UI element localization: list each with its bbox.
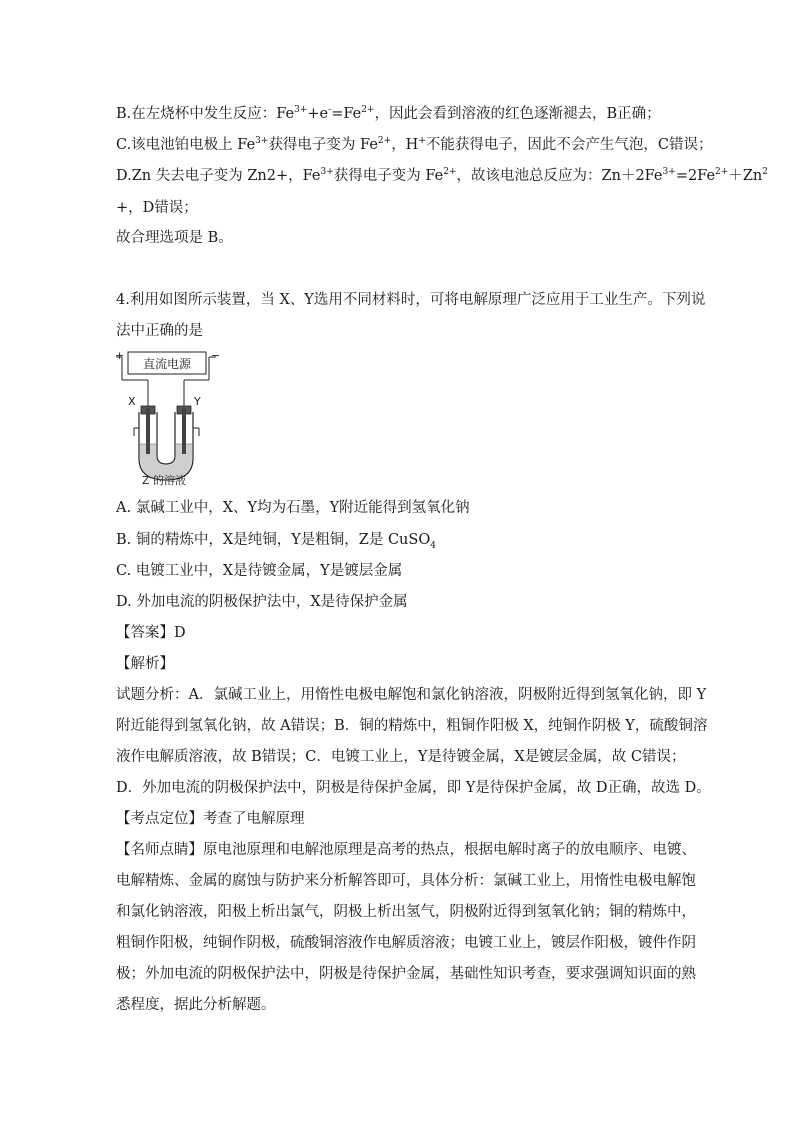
electrode-x-label: X (128, 395, 136, 408)
electrolysis-apparatus-figure (112, 348, 222, 488)
negative-terminal-label: − (211, 349, 221, 362)
analysis-line: D．外加电流的阴极保护法中，阴极是待保护金属，即 Y是待保护金属，故 D正确，故选 D。 (116, 780, 711, 796)
positive-terminal-label: + (115, 349, 125, 362)
analysis-line: 试题分析：A．氯碱工业上，用惰性电极电解饱和氯化钠溶液，阴极附近得到氢氧化钠，即 Y (116, 687, 707, 703)
solution-option-b: B.在左烧杯中发生反应：$Fe^{3+}+e^-=Fe^{2+}$，因此会看到溶液的红色逐渐褪去，B正确； (116, 105, 661, 122)
option-c: C. 电镀工业中，X是待镀金属，Y是镀层金属 (116, 563, 403, 579)
question-stem: 4.利用如图所示装置，当 X、Y选用不同材料时，可将电解原理广泛应用于工业生产。下列说 (116, 292, 706, 308)
apparatus-drawing (112, 348, 222, 488)
electrode-y (182, 408, 186, 454)
mingshi-line: 电解精炼、金属的腐蚀与防护来分析解答即可，具体分析：氯碱工业上，用惰性电极电解饱 (116, 873, 696, 889)
electrode-y-label: Y (194, 395, 201, 408)
mingshi-line: 粗铜作阳极，纯铜作阴极，硫酸铜溶液作电解质溶液；电镀工业上，镀层作阳极，镀件作阴 (116, 935, 696, 951)
answer-line: 【答案】D (116, 625, 186, 641)
option-d: D. 外加电流的阴极保护法中，X是待保护金属 (116, 594, 408, 610)
analysis-line: 液作电解质溶液，故 B错误；C．电镀工业上，Y是待镀金属，X是镀层金属，故 C错误； (116, 749, 686, 765)
mingshi-line: 和氯化钠溶液，阳极上析出氯气，阴极上析出氢气，阴极附近得到氢氧化钠；铜的精炼中， (116, 904, 696, 920)
solution-conclusion: 故合理选项是 B。 (116, 230, 233, 246)
power-supply-label: 直流电源 (142, 357, 192, 371)
mingshi-line: 【名师点睛】原电池原理和电解池原理是高考的热点，根据电解时离子的放电顺序、电镀、 (116, 842, 696, 858)
solution-option-d-continued: +，D错误； (116, 200, 198, 216)
question-stem-continued: 法中正确的是 (116, 323, 203, 339)
mingshi-line: 悉程度，据此分析解题。 (116, 997, 276, 1013)
solution-option-d: D.Zn 失去电子变为 Zn2+，$Fe^{3+}$获得电子变为 $Fe^{2+}$，故该电池总反应为：$Zn+2Fe^{3+}=2Fe^{2+}+Zn^2$ (116, 167, 768, 184)
analysis-title: 【解析】 (116, 656, 174, 672)
kaodian-line: 【考点定位】考查了电解原理 (116, 811, 305, 827)
solution-z-label: Z 的溶液 (142, 474, 187, 487)
mingshi-line: 极；外加电流的阴极保护法中，阴极是待保护金属，基础性知识考查，要求强调知识面的熟 (116, 966, 696, 982)
option-b: B. 铜的精炼中，X是纯铜，Y是粗铜，Z是 CuSO$_4$ (116, 532, 436, 551)
analysis-line: 附近能得到氢氧化钠，故 A错误；B．铜的精炼中，粗铜作阳极 X，纯铜作阴极 Y，硫酸铜溶 (116, 718, 708, 734)
option-a: A. 氯碱工业中，X、Y均为石墨，Y附近能得到氢氧化钠 (116, 500, 470, 516)
electrode-x (146, 408, 150, 454)
solution-option-c: C.该电池铂电极上 $Fe^{3+}$获得电子变为 $Fe^{2+}$，H+不能获得电子，因此不会产生气泡，C错误； (116, 136, 713, 153)
